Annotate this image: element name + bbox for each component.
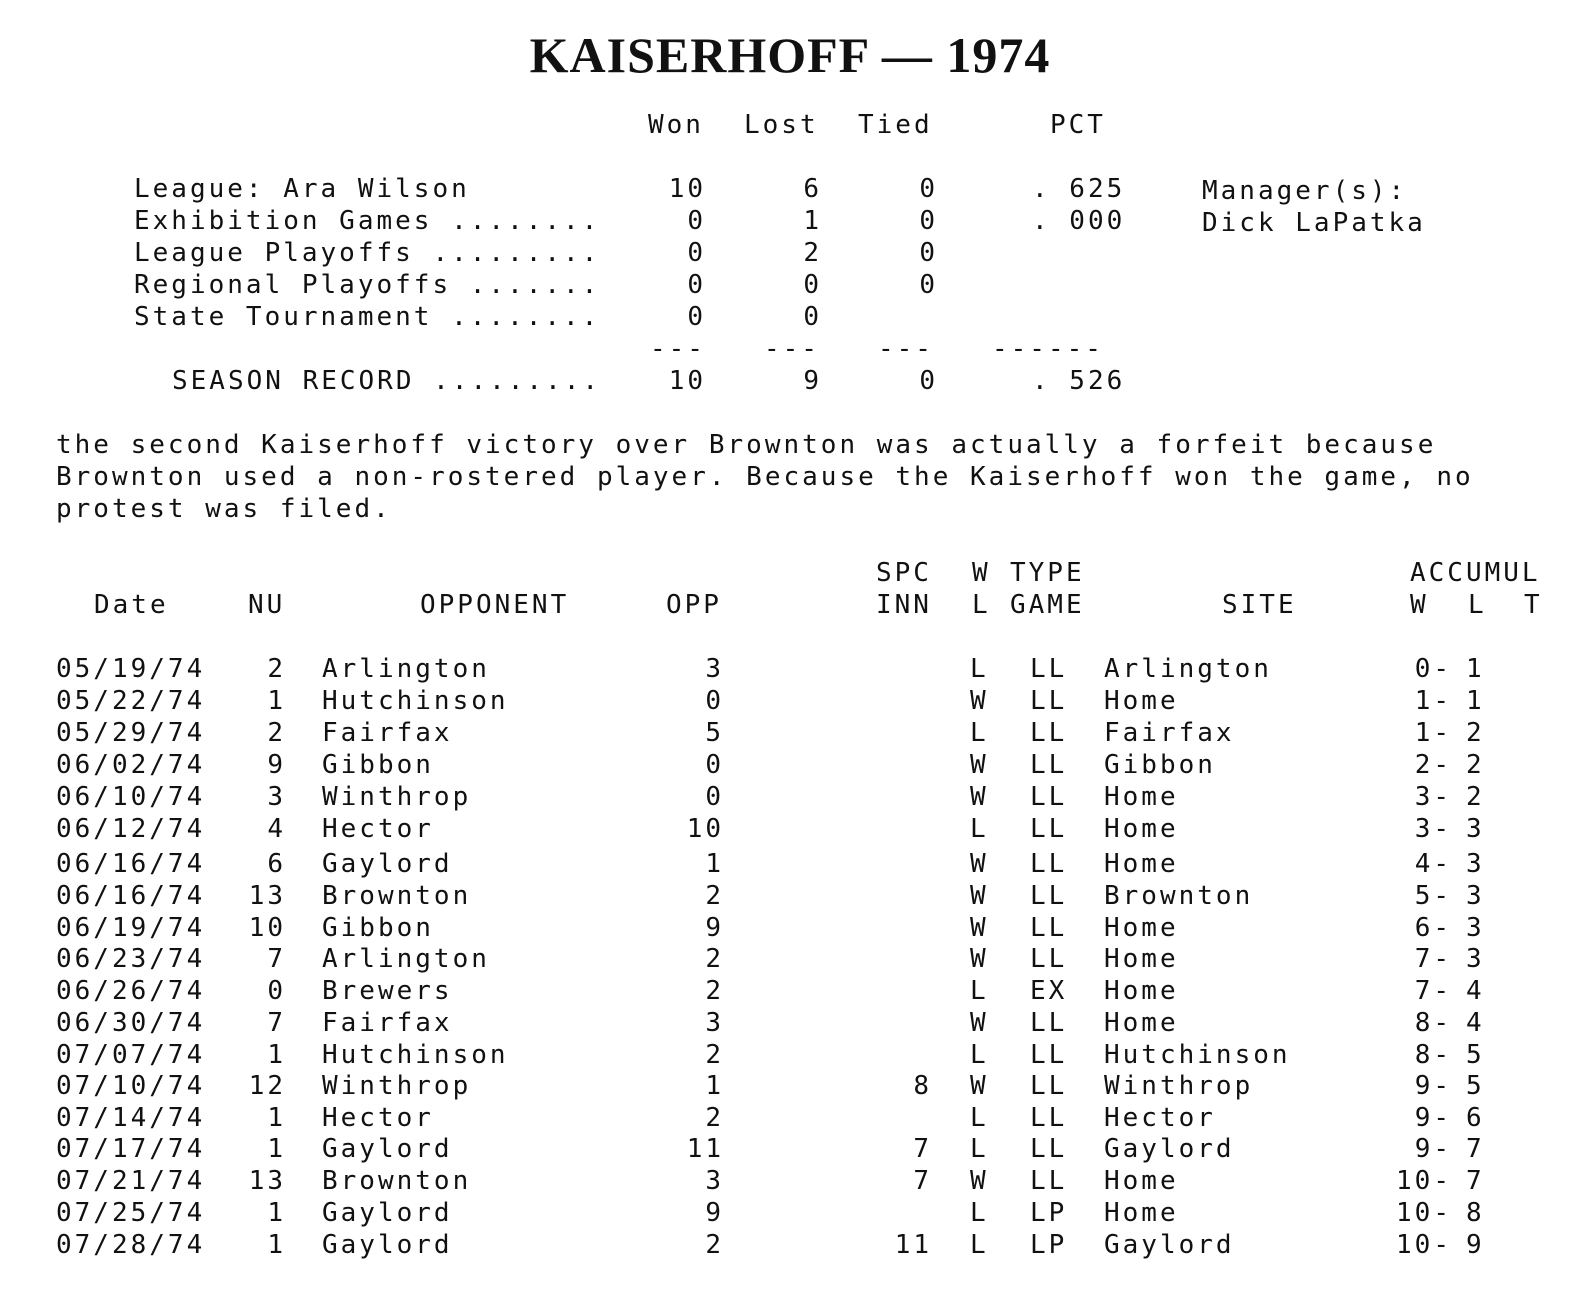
- game-opp: 11: [686, 1134, 724, 1164]
- header-accumul: ACCUMUL: [1410, 558, 1541, 588]
- game-wl: L: [970, 814, 989, 844]
- summary-row-label: State Tournament ........: [134, 302, 601, 332]
- summary-row-label: Regional Playoffs .......: [134, 270, 601, 300]
- game-wl: W: [970, 686, 989, 716]
- game-opp: 0: [705, 782, 724, 812]
- summary-row-won: 0: [687, 206, 706, 236]
- table-row: [0, 913, 1580, 945]
- game-accum-w: 9-: [1414, 1071, 1452, 1101]
- game-wl: L: [970, 976, 989, 1006]
- summary-row-won: 0: [687, 302, 706, 332]
- game-wl: L: [970, 1198, 989, 1228]
- table-row: [0, 976, 1580, 1008]
- game-opponent: Winthrop: [322, 782, 472, 812]
- header-date: Date: [94, 590, 169, 620]
- summary-header-pct: PCT: [1050, 110, 1106, 140]
- game-wl: W: [970, 782, 989, 812]
- header-type: TYPE: [1010, 558, 1085, 588]
- header-accum-t: T: [1524, 590, 1543, 620]
- table-row: [0, 1008, 1580, 1040]
- game-accum-l: 7: [1466, 1166, 1485, 1196]
- game-type: LL: [1030, 849, 1068, 879]
- header-accum-l: L: [1468, 590, 1487, 620]
- game-site: Home: [1104, 913, 1179, 943]
- game-wl: W: [970, 913, 989, 943]
- summary-row-tied: 0: [919, 270, 938, 300]
- game-opp: 5: [705, 718, 724, 748]
- game-site: Home: [1104, 686, 1179, 716]
- game-date: 07/25/74: [56, 1198, 206, 1228]
- game-date: 06/10/74: [56, 782, 206, 812]
- game-site: Home: [1104, 1008, 1179, 1038]
- game-type: LP: [1030, 1198, 1068, 1228]
- game-accum-l: 2: [1466, 782, 1485, 812]
- game-site: Home: [1104, 1198, 1179, 1228]
- summary-row-lost: 0: [803, 302, 822, 332]
- summary-row-pct: . 000: [1032, 206, 1126, 236]
- game-type: LL: [1030, 1134, 1068, 1164]
- game-opp: 10: [686, 814, 724, 844]
- game-opp: 2: [705, 1103, 724, 1133]
- game-accum-l: 7: [1466, 1134, 1485, 1164]
- game-site: Arlington: [1104, 654, 1272, 684]
- table-row: [0, 1040, 1580, 1072]
- game-accum-l: 3: [1466, 913, 1485, 943]
- game-opp: 3: [705, 1166, 724, 1196]
- summary-row-label: Exhibition Games ........: [134, 206, 601, 236]
- game-nu: 2: [267, 654, 286, 684]
- game-date: 07/17/74: [56, 1134, 206, 1164]
- divider-won: ---: [650, 334, 706, 364]
- game-nu: 0: [267, 976, 286, 1006]
- game-wl: W: [970, 750, 989, 780]
- season-record-label: SEASON RECORD .........: [172, 366, 602, 396]
- table-row: [0, 654, 1580, 686]
- summary-row-pct: . 625: [1032, 174, 1126, 204]
- game-nu: 9: [267, 750, 286, 780]
- season-record-lost: 9: [803, 366, 822, 396]
- game-accum-w: 4-: [1414, 849, 1452, 879]
- game-type: LL: [1030, 654, 1068, 684]
- game-accum-w: 2-: [1414, 750, 1452, 780]
- table-row: [0, 1198, 1580, 1230]
- season-record-won: 10: [668, 366, 706, 396]
- summary-row-lost: 2: [803, 238, 822, 268]
- game-type: LL: [1030, 686, 1068, 716]
- game-type: LL: [1030, 750, 1068, 780]
- note-line: protest was filed.: [56, 494, 392, 524]
- game-nu: 6: [267, 849, 286, 879]
- game-accum-l: 2: [1466, 718, 1485, 748]
- game-accum-w: 9-: [1414, 1134, 1452, 1164]
- game-opponent: Arlington: [322, 654, 490, 684]
- divider-pct: ------: [992, 334, 1104, 364]
- game-opp: 9: [705, 913, 724, 943]
- game-opponent: Brownton: [322, 881, 472, 911]
- game-date: 07/07/74: [56, 1040, 206, 1070]
- game-site: Home: [1104, 976, 1179, 1006]
- game-date: 06/16/74: [56, 881, 206, 911]
- game-accum-w: 10-: [1396, 1198, 1452, 1228]
- game-wl: L: [970, 1134, 989, 1164]
- header-opp: OPP: [666, 590, 722, 620]
- game-date: 07/14/74: [56, 1103, 206, 1133]
- page-title: KAISERHOFF — 1974: [529, 27, 1051, 83]
- game-type: LL: [1030, 782, 1068, 812]
- header-nu: NU: [248, 590, 286, 620]
- game-nu: 1: [267, 1230, 286, 1260]
- game-accum-l: 4: [1466, 976, 1485, 1006]
- game-inn: 7: [913, 1166, 932, 1196]
- divider-lost: ---: [764, 334, 820, 364]
- table-row: [0, 750, 1580, 782]
- game-date: 05/22/74: [56, 686, 206, 716]
- header-game: GAME: [1010, 590, 1085, 620]
- game-opponent: Gaylord: [322, 1134, 453, 1164]
- game-date: 06/12/74: [56, 814, 206, 844]
- game-nu: 4: [267, 814, 286, 844]
- game-accum-w: 7-: [1414, 944, 1452, 974]
- header-l: L: [972, 590, 991, 620]
- game-wl: W: [970, 881, 989, 911]
- table-row: [0, 1134, 1580, 1166]
- game-date: 05/19/74: [56, 654, 206, 684]
- game-accum-w: 8-: [1414, 1008, 1452, 1038]
- game-opp: 2: [705, 881, 724, 911]
- game-accum-l: 3: [1466, 881, 1485, 911]
- game-inn: 11: [894, 1230, 932, 1260]
- header-site: SITE: [1222, 590, 1297, 620]
- game-accum-w: 7-: [1414, 976, 1452, 1006]
- game-accum-l: 4: [1466, 1008, 1485, 1038]
- game-site: Fairfax: [1104, 718, 1235, 748]
- game-site: Home: [1104, 849, 1179, 879]
- header-opponent: OPPONENT: [420, 590, 570, 620]
- summary-header-lost: Lost: [744, 110, 819, 140]
- game-date: 05/29/74: [56, 718, 206, 748]
- summary-row-lost: 1: [803, 206, 822, 236]
- summary-row-lost: 0: [803, 270, 822, 300]
- divider-tied: ---: [878, 334, 934, 364]
- season-record-tied: 0: [919, 366, 938, 396]
- game-nu: 1: [267, 686, 286, 716]
- game-opp: 1: [705, 1071, 724, 1101]
- game-opponent: Gaylord: [322, 1198, 453, 1228]
- header-inn: INN: [876, 590, 932, 620]
- game-wl: W: [970, 944, 989, 974]
- game-date: 06/30/74: [56, 1008, 206, 1038]
- game-accum-w: 6-: [1414, 913, 1452, 943]
- game-type: LL: [1030, 718, 1068, 748]
- game-site: Brownton: [1104, 881, 1254, 911]
- game-nu: 1: [267, 1103, 286, 1133]
- game-site: Winthrop: [1104, 1071, 1254, 1101]
- summary-row-tied: 0: [919, 206, 938, 236]
- game-opponent: Gibbon: [322, 913, 434, 943]
- table-row: [0, 881, 1580, 913]
- game-opponent: Gaylord: [322, 849, 453, 879]
- table-row: [0, 1071, 1580, 1103]
- game-opp: 3: [705, 1008, 724, 1038]
- game-opponent: Brownton: [322, 1166, 472, 1196]
- game-wl: L: [970, 1230, 989, 1260]
- game-inn: 7: [913, 1134, 932, 1164]
- game-nu: 1: [267, 1198, 286, 1228]
- game-accum-l: 5: [1466, 1071, 1485, 1101]
- game-date: 06/19/74: [56, 913, 206, 943]
- game-site: Gibbon: [1104, 750, 1216, 780]
- game-accum-l: 6: [1466, 1103, 1485, 1133]
- header-spc: SPC: [876, 558, 932, 588]
- game-accum-l: 9: [1466, 1230, 1485, 1260]
- game-opp: 9: [705, 1198, 724, 1228]
- game-wl: W: [970, 1008, 989, 1038]
- game-opponent: Gaylord: [322, 1230, 453, 1260]
- table-row: [0, 782, 1580, 814]
- game-wl: L: [970, 654, 989, 684]
- game-date: 07/10/74: [56, 1071, 206, 1101]
- summary-header-won: Won: [648, 110, 704, 140]
- game-nu: 10: [248, 913, 286, 943]
- summary-row-tied: 0: [919, 238, 938, 268]
- game-opponent: Fairfax: [322, 718, 453, 748]
- game-date: 06/23/74: [56, 944, 206, 974]
- game-type: LL: [1030, 944, 1068, 974]
- game-date: 06/16/74: [56, 849, 206, 879]
- table-row: [0, 1103, 1580, 1135]
- game-accum-w: 10-: [1396, 1166, 1452, 1196]
- game-opponent: Hector: [322, 814, 434, 844]
- game-wl: W: [970, 1166, 989, 1196]
- game-accum-w: 3-: [1414, 782, 1452, 812]
- game-site: Home: [1104, 782, 1179, 812]
- game-opp: 2: [705, 944, 724, 974]
- game-accum-l: 3: [1466, 944, 1485, 974]
- game-nu: 13: [248, 881, 286, 911]
- game-opponent: Winthrop: [322, 1071, 472, 1101]
- game-nu: 1: [267, 1134, 286, 1164]
- game-nu: 1: [267, 1040, 286, 1070]
- game-nu: 12: [248, 1071, 286, 1101]
- note-line: the second Kaiserhoff victory over Brownton was actually a forfeit because: [56, 430, 1437, 460]
- game-site: Gaylord: [1104, 1134, 1235, 1164]
- game-wl: W: [970, 849, 989, 879]
- game-opp: 2: [705, 1230, 724, 1260]
- game-date: 06/02/74: [56, 750, 206, 780]
- game-accum-w: 8-: [1414, 1040, 1452, 1070]
- game-accum-w: 5-: [1414, 881, 1452, 911]
- game-type: LP: [1030, 1230, 1068, 1260]
- game-accum-l: 3: [1466, 814, 1485, 844]
- summary-row-label: League: Ara Wilson: [134, 174, 470, 204]
- summary-row-won: 10: [668, 174, 706, 204]
- note-line: Brownton used a non-rostered player. Because the Kaiserhoff won the game, no: [56, 462, 1474, 492]
- game-accum-w: 1-: [1414, 718, 1452, 748]
- game-opponent: Gibbon: [322, 750, 434, 780]
- game-accum-l: 2: [1466, 750, 1485, 780]
- game-wl: W: [970, 1071, 989, 1101]
- season-record-pct: . 526: [1032, 366, 1126, 396]
- header-accum-w: W: [1410, 590, 1429, 620]
- summary-row-won: 0: [687, 270, 706, 300]
- manager-name: Dick LaPatka: [1202, 208, 1426, 238]
- game-opp: 3: [705, 654, 724, 684]
- table-row: [0, 814, 1580, 846]
- game-accum-w: 9-: [1414, 1103, 1452, 1133]
- summary-header-tied: Tied: [858, 110, 933, 140]
- table-row: [0, 718, 1580, 750]
- game-wl: L: [970, 718, 989, 748]
- game-nu: 2: [267, 718, 286, 748]
- table-row: [0, 1230, 1580, 1262]
- table-row: [0, 686, 1580, 718]
- game-opponent: Hector: [322, 1103, 434, 1133]
- game-type: LL: [1030, 1103, 1068, 1133]
- summary-row-tied: 0: [919, 174, 938, 204]
- game-nu: 13: [248, 1166, 286, 1196]
- game-accum-l: 5: [1466, 1040, 1485, 1070]
- game-site: Home: [1104, 944, 1179, 974]
- game-accum-w: 1-: [1414, 686, 1452, 716]
- game-date: 06/26/74: [56, 976, 206, 1006]
- game-type: LL: [1030, 1071, 1068, 1101]
- game-nu: 7: [267, 1008, 286, 1038]
- table-row: [0, 1166, 1580, 1198]
- game-type: LL: [1030, 1166, 1068, 1196]
- game-site: Hector: [1104, 1103, 1216, 1133]
- game-date: 07/28/74: [56, 1230, 206, 1260]
- game-date: 07/21/74: [56, 1166, 206, 1196]
- game-type: LL: [1030, 881, 1068, 911]
- game-opponent: Fairfax: [322, 1008, 453, 1038]
- game-accum-w: 10-: [1396, 1230, 1452, 1260]
- game-site: Hutchinson: [1104, 1040, 1291, 1070]
- game-accum-w: 0-: [1414, 654, 1452, 684]
- game-nu: 3: [267, 782, 286, 812]
- game-opp: 0: [705, 686, 724, 716]
- game-opponent: Arlington: [322, 944, 490, 974]
- game-inn: 8: [913, 1071, 932, 1101]
- summary-row-won: 0: [687, 238, 706, 268]
- game-wl: L: [970, 1103, 989, 1133]
- header-w: W: [972, 558, 991, 588]
- game-site: Home: [1104, 1166, 1179, 1196]
- game-accum-l: 8: [1466, 1198, 1485, 1228]
- game-site: Gaylord: [1104, 1230, 1235, 1260]
- game-wl: L: [970, 1040, 989, 1070]
- table-row: [0, 849, 1580, 881]
- game-type: EX: [1030, 976, 1068, 1006]
- summary-row-lost: 6: [803, 174, 822, 204]
- game-site: Home: [1104, 814, 1179, 844]
- game-opp: 0: [705, 750, 724, 780]
- game-opponent: Hutchinson: [322, 1040, 509, 1070]
- game-type: LL: [1030, 913, 1068, 943]
- game-opponent: Brewers: [322, 976, 453, 1006]
- game-accum-l: 3: [1466, 849, 1485, 879]
- game-accum-w: 3-: [1414, 814, 1452, 844]
- game-type: LL: [1030, 814, 1068, 844]
- summary-row-label: League Playoffs .........: [134, 238, 601, 268]
- manager-label: Manager(s):: [1202, 176, 1408, 206]
- game-opponent: Hutchinson: [322, 686, 509, 716]
- table-row: [0, 944, 1580, 976]
- game-nu: 7: [267, 944, 286, 974]
- game-opp: 1: [705, 849, 724, 879]
- game-accum-l: 1: [1466, 686, 1485, 716]
- game-type: LL: [1030, 1040, 1068, 1070]
- game-type: LL: [1030, 1008, 1068, 1038]
- game-accum-l: 1: [1466, 654, 1485, 684]
- game-opp: 2: [705, 976, 724, 1006]
- game-opp: 2: [705, 1040, 724, 1070]
